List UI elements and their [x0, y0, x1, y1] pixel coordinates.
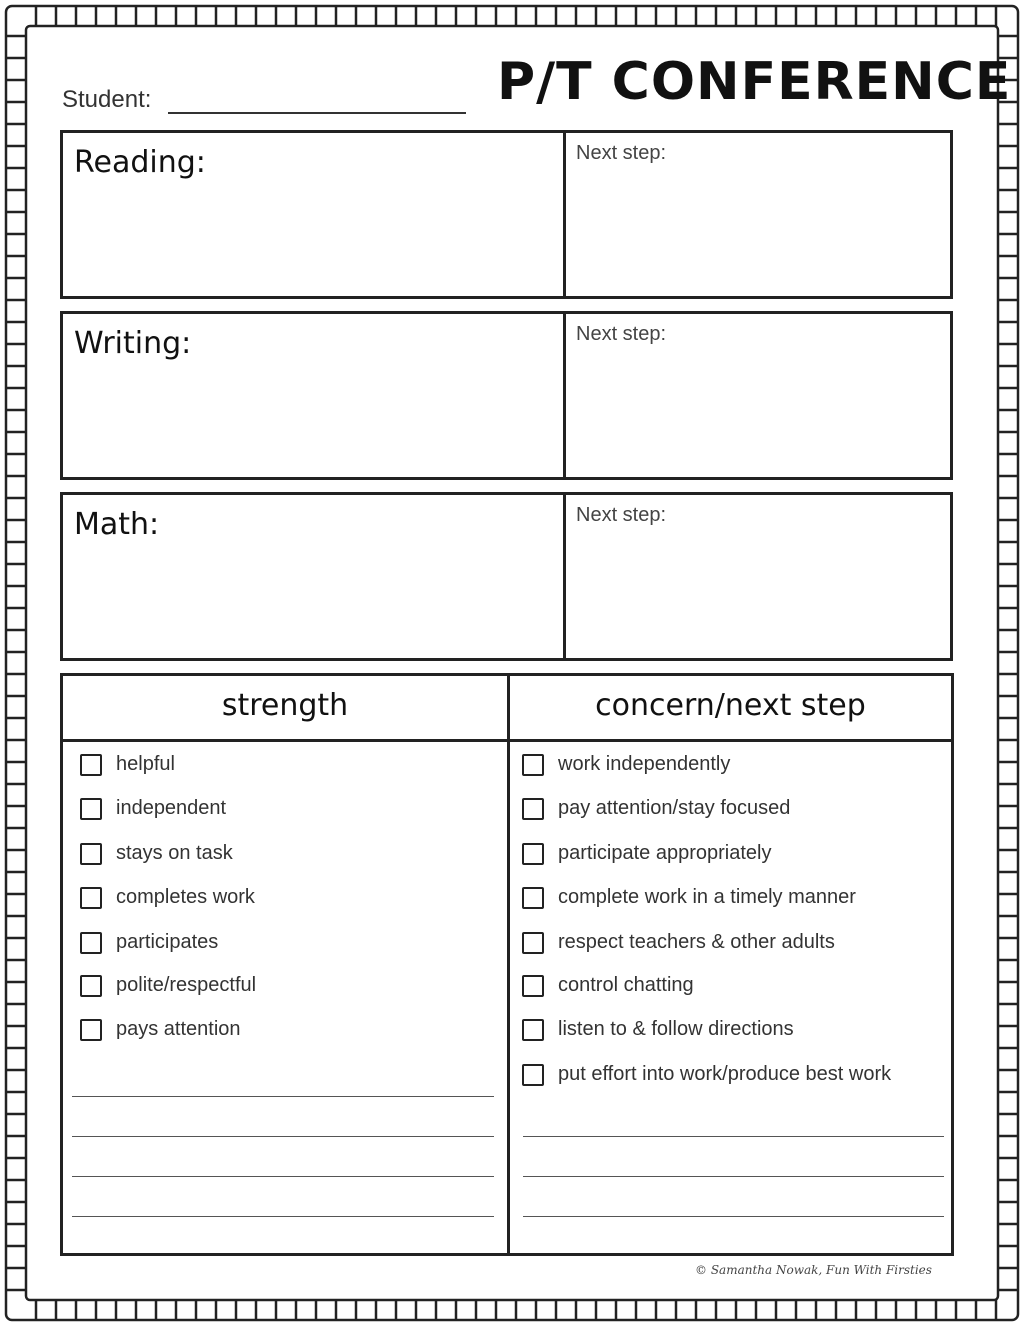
math-label: Math: — [74, 507, 160, 542]
checkbox-icon[interactable] — [80, 975, 102, 997]
math-section — [60, 492, 953, 661]
write-in-line[interactable] — [72, 1136, 494, 1137]
math-next-step-label: Next step: — [576, 504, 667, 526]
write-in-line[interactable] — [72, 1096, 494, 1097]
checkbox-icon[interactable] — [80, 887, 102, 909]
write-in-line[interactable] — [523, 1136, 944, 1137]
student-name-line[interactable] — [168, 112, 466, 114]
checklist-table — [60, 673, 954, 1256]
strength-item[interactable]: participates — [80, 931, 218, 954]
checkbox-icon[interactable] — [80, 754, 102, 776]
strength-item[interactable]: pays attention — [80, 1018, 241, 1041]
page-title: P/T CONFERENCE — [497, 52, 1012, 112]
writing-section — [60, 311, 953, 480]
checkbox-icon[interactable] — [80, 1019, 102, 1041]
copyright-credit: © Samantha Nowak, Fun With Firsties — [695, 1263, 932, 1277]
reading-section — [60, 130, 953, 299]
concern-heading: concern/next step — [595, 688, 866, 723]
writing-next-step-label: Next step: — [576, 323, 667, 345]
checkbox-icon[interactable] — [80, 843, 102, 865]
strength-heading: strength — [221, 688, 349, 723]
concern-item[interactable]: put effort into work/produce best work — [522, 1063, 891, 1086]
checkbox-icon[interactable] — [80, 932, 102, 954]
checkbox-icon[interactable] — [522, 932, 544, 954]
concern-item[interactable]: complete work in a timely manner — [522, 886, 856, 909]
concern-item[interactable]: listen to & follow directions — [522, 1018, 794, 1041]
strength-item[interactable]: stays on task — [80, 842, 233, 865]
reading-next-step-label: Next step: — [576, 142, 667, 164]
checkbox-icon[interactable] — [522, 887, 544, 909]
write-in-line[interactable] — [523, 1176, 944, 1177]
concern-item[interactable]: respect teachers & other adults — [522, 931, 835, 954]
student-label: Student: — [62, 86, 152, 113]
checkbox-icon[interactable] — [522, 975, 544, 997]
strength-item[interactable]: helpful — [80, 753, 175, 776]
strength-item[interactable]: completes work — [80, 886, 255, 909]
concern-item[interactable]: work independently — [522, 753, 730, 776]
write-in-line[interactable] — [72, 1176, 494, 1177]
checkbox-icon[interactable] — [522, 798, 544, 820]
write-in-line[interactable] — [72, 1216, 494, 1217]
concern-item[interactable]: control chatting — [522, 974, 694, 997]
checkbox-icon[interactable] — [80, 798, 102, 820]
write-in-line[interactable] — [523, 1216, 944, 1217]
strength-item[interactable]: independent — [80, 797, 226, 820]
strength-item[interactable]: polite/respectful — [80, 974, 256, 997]
checkbox-icon[interactable] — [522, 754, 544, 776]
checkbox-icon[interactable] — [522, 843, 544, 865]
concern-item[interactable]: participate appropriately — [522, 842, 771, 865]
concern-item[interactable]: pay attention/stay focused — [522, 797, 790, 820]
checkbox-icon[interactable] — [522, 1064, 544, 1086]
reading-label: Reading: — [74, 145, 206, 180]
checkbox-icon[interactable] — [522, 1019, 544, 1041]
writing-label: Writing: — [74, 326, 192, 361]
